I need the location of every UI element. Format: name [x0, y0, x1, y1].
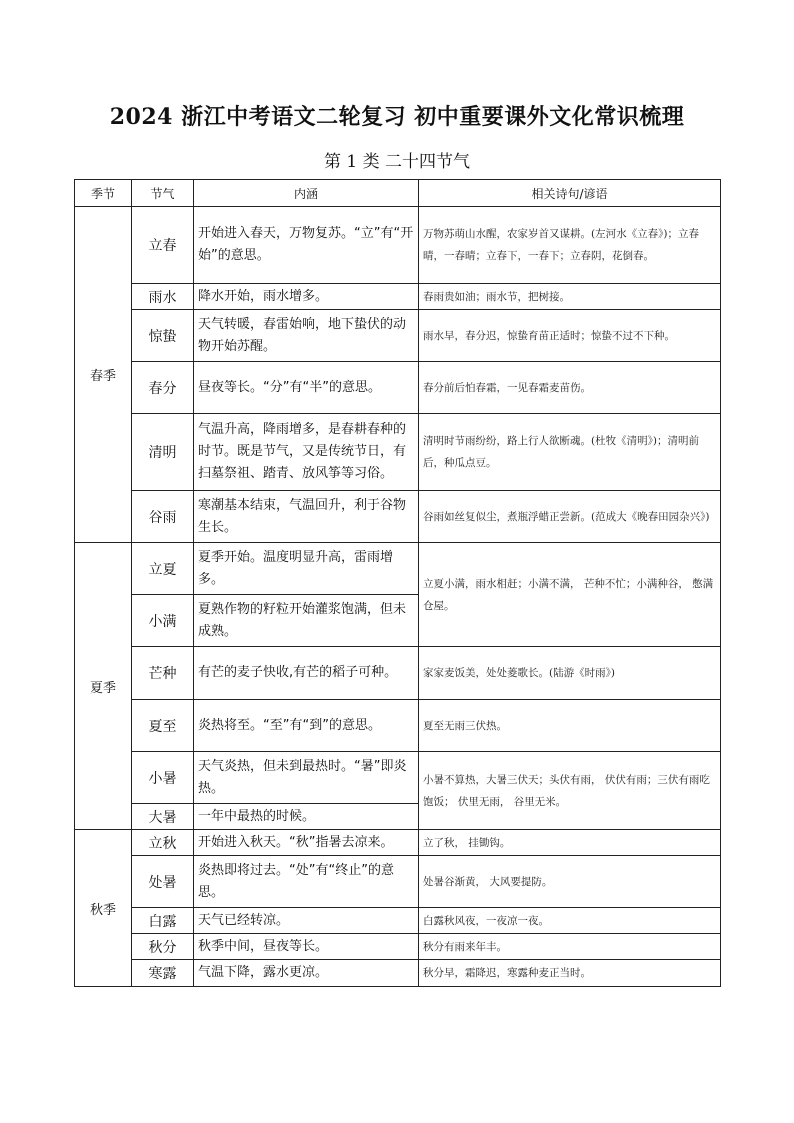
term-cell: 雨水 [132, 284, 194, 310]
term-cell: 秋分 [132, 934, 194, 960]
meaning-cell: 天气炎热，但未到最热时。“暑”即炎热。 [194, 752, 419, 804]
section-subtitle: 第 1 类 二十四节气 [323, 152, 471, 172]
term-cell: 夏至 [132, 700, 194, 752]
table-row [75, 310, 721, 362]
table-row [75, 207, 721, 284]
season-spring: 春季 [75, 207, 132, 543]
term-cell: 春分 [132, 362, 194, 414]
poem-cell: 处暑谷渐黄， 大风要提防。 [419, 856, 721, 908]
term-cell: 惊蛰 [132, 310, 194, 362]
meaning-cell: 夏季开始。温度明显升高，雷雨增多。 [194, 543, 419, 595]
poem-cell: 夏至无雨三伏热。 [419, 700, 721, 752]
meaning-cell: 昼夜等长。“分”有“半”的意思。 [194, 362, 419, 414]
header-term: 节气 [132, 180, 194, 207]
poem-cell: 白露秋风夜，一夜凉一夜。 [419, 908, 721, 934]
table-header-row [75, 180, 721, 207]
term-cell: 芒种 [132, 647, 194, 700]
term-cell: 白露 [132, 908, 194, 934]
table-row [75, 752, 721, 804]
meaning-cell: 炎热将至。“至”有“到”的意思。 [194, 700, 419, 752]
meaning-cell: 炎热即将过去。“处”有“终止”的意思。 [194, 856, 419, 908]
header-poem: 相关诗句/谚语 [419, 180, 721, 207]
term-cell: 大暑 [132, 804, 194, 830]
season-summer: 夏季 [75, 543, 132, 830]
meaning-cell: 天气转暖，春雷始响，地下蛰伏的动物开始苏醒。 [194, 310, 419, 362]
term-cell: 清明 [132, 414, 194, 491]
table-row [75, 647, 721, 700]
term-cell: 立夏 [132, 543, 194, 595]
term-cell: 立春 [132, 207, 194, 284]
term-cell: 谷雨 [132, 491, 194, 543]
table-row [75, 362, 721, 414]
table-row [75, 830, 721, 856]
meaning-cell: 降水开始，雨水增多。 [194, 284, 419, 310]
poem-cell: 万物苏萌山水醒，农家岁首又谋耕。(左河水《立春》)；立春晴，一春晴；立春下，一春下；立春阴，花倒春。 [419, 207, 721, 284]
term-cell: 寒露 [132, 960, 194, 987]
season-autumn: 秋季 [75, 830, 132, 987]
term-cell: 小满 [132, 595, 194, 647]
meaning-cell: 有芒的麦子快收,有芒的稻子可种。 [194, 647, 419, 700]
meaning-cell: 气温升高，降雨增多，是春耕春种的时节。既是节气，又是传统节日，有扫墓祭祖、踏青、放风筝等习俗。 [194, 414, 419, 491]
meaning-cell: 夏熟作物的籽粒开始灌浆饱满，但未成熟。 [194, 595, 419, 647]
meaning-cell: 天气已经转凉。 [194, 908, 419, 934]
poem-cell: 春雨贵如油；雨水节，把树接。 [419, 284, 721, 310]
poem-cell: 春分前后怕春霜，一见春霜麦苗伤。 [419, 362, 721, 414]
meaning-cell: 寒潮基本结束，气温回升，利于谷物生长。 [194, 491, 419, 543]
meaning-cell: 秋季中间，昼夜等长。 [194, 934, 419, 960]
poem-cell: 雨水早，春分迟，惊蛰育苗正适时；惊蛰不过不下种。 [419, 310, 721, 362]
solar-terms-table [74, 179, 721, 987]
table-row [75, 414, 721, 491]
table-row [75, 543, 721, 595]
header-meaning: 内涵 [194, 180, 419, 207]
document-title: 2024 浙江中考语文二轮复习 初中重要课外文化常识梳理 [109, 104, 685, 130]
meaning-cell: 一年中最热的时候。 [194, 804, 419, 830]
poem-cell: 秋分有雨来年丰。 [419, 934, 721, 960]
table-row [75, 908, 721, 934]
meaning-cell: 开始进入春天，万物复苏。“立”有“开始”的意思。 [194, 207, 419, 284]
table-row [75, 284, 721, 310]
table-row [75, 934, 721, 960]
table-row [75, 700, 721, 752]
poem-cell-merged: 立夏小满，雨水相赶；小满不满， 芒种不忙；小满种谷， 憋满仓屋。 [419, 543, 721, 647]
meaning-cell: 气温下降，露水更凉。 [194, 960, 419, 987]
poem-cell: 秋分早，霜降迟，寒露种麦正当时。 [419, 960, 721, 987]
term-cell: 处暑 [132, 856, 194, 908]
poem-cell: 清明时节雨纷纷，路上行人欲断魂。(杜牧《清明》)；清明前后，种瓜点豆。 [419, 414, 721, 491]
meaning-cell: 开始进入秋天。“秋”指暑去凉来。 [194, 830, 419, 856]
table-row [75, 960, 721, 987]
term-cell: 立秋 [132, 830, 194, 856]
poem-cell: 家家麦饭美，处处菱歌长。(陆游《时雨》) [419, 647, 721, 700]
poem-cell-merged: 小暑不算热，大暑三伏天；头伏有雨， 伏伏有雨；三伏有雨吃饱饭； 伏里无雨， 谷里无米。 [419, 752, 721, 830]
header-season: 季节 [75, 180, 132, 207]
poem-cell: 谷雨如丝复似尘，煮瓶浮蜡正尝新。(范成大《晚春田园杂兴》) [419, 491, 721, 543]
table-row [75, 491, 721, 543]
term-cell: 小暑 [132, 752, 194, 804]
poem-cell: 立了秋， 挂锄钩。 [419, 830, 721, 856]
table-row [75, 856, 721, 908]
